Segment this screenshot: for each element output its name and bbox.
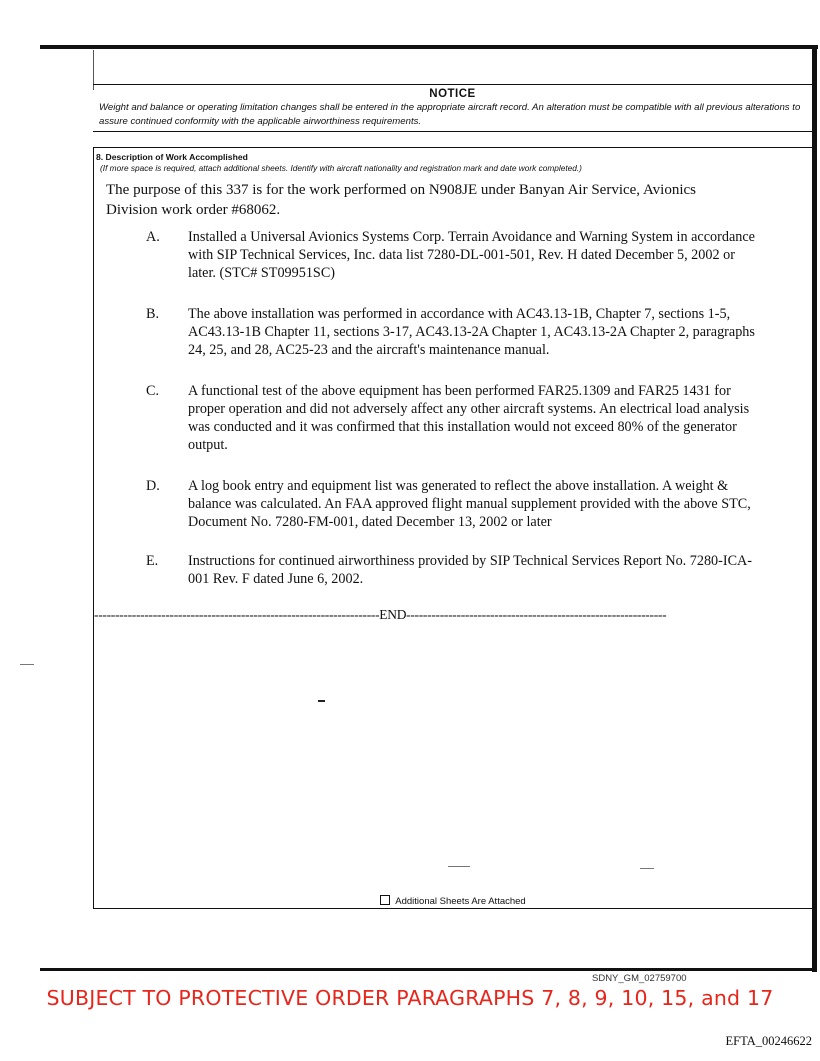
top-border-rule <box>40 45 818 49</box>
bottom-border-rule <box>40 968 816 971</box>
bates-number: SDNY_GM_02759700 <box>592 973 687 984</box>
section-instructions: (If more space is required, attach additional sheets. Identify with aircraft nationality and registration mark and date work completed.) <box>100 163 582 173</box>
notice-box <box>93 84 812 132</box>
end-marker: --------------------------------------------------------------------END-------------------------------------------------------------- <box>94 607 667 622</box>
item-text: A log book entry and equipment list was generated to reflect the above installation. A weight & balance was calculated. An FAA approved flight manual supplement provided with the above STC, Document No. 7280-FM-001, dated December 13, 2002 or later <box>188 478 751 530</box>
scan-speck <box>20 664 34 665</box>
item-text: The above installation was performed in accordance with AC43.13-1B, Chapter 7, sections 1-5, AC43.13-1B Chapter 11, sections 3-17, AC43.13-2A Chapter 1, AC43.13-2A Chapter 2, paragraphs 24, 25, and 28, AC25-23 and the aircraft's maintenance manual. <box>188 306 755 358</box>
intro-paragraph: The purpose of this 337 is for the work performed on N908JE under Banyan Air Service, Avionics Division work order #68062. <box>106 182 697 218</box>
scan-speck <box>640 868 654 869</box>
notice-text: Weight and balance or operating limitation changes shall be entered in the appropriate aircraft record. An alteration must be compatible with all previous alterations to assure continued conformity with the applicable airworthiness requirements. <box>99 102 801 127</box>
additional-sheets-option[interactable] <box>94 895 812 907</box>
item-letter: B. <box>146 306 160 322</box>
item-letter: D. <box>146 478 160 494</box>
scan-speck <box>448 866 470 867</box>
work-description-box <box>93 147 812 909</box>
protective-order-banner: SUBJECT TO PROTECTIVE ORDER PARAGRAPHS 7, 8, 9, 10, 15, and 17 <box>46 986 774 1010</box>
notice-title: NOTICE <box>429 88 476 100</box>
item-text: A functional test of the above equipment has been performed FAR25.1309 and FAR25 1431 for proper operation and did not adversely affect any other aircraft systems. An electrical load analysis was conducted and it was confirmed that this installation would not exceed 80% of the generator output. <box>188 383 750 453</box>
scan-speck <box>318 700 325 702</box>
item-letter: C. <box>146 383 160 399</box>
additional-sheets-label: Additional Sheets Are Attached <box>395 896 526 907</box>
item-letter: E. <box>146 553 159 569</box>
item-text: Instructions for continued airworthiness provided by SIP Technical Services Report No. 7280-ICA-001 Rev. F dated June 6, 2002. <box>188 553 753 587</box>
section-title: 8. Description of Work Accomplished <box>96 152 248 162</box>
item-text: Installed a Universal Avionics Systems Corp. Terrain Avoidance and Warning System in accordance with SIP Technical Services, Inc. data list 7280-DL-001-501, Rev. H dated December 5, 2002 or later. (STC# ST09951SC) <box>188 229 755 281</box>
additional-sheets-checkbox[interactable] <box>380 895 390 905</box>
efta-identifier: EFTA_00246622 <box>725 1034 812 1048</box>
item-letter: A. <box>146 229 160 245</box>
right-border-rule <box>812 46 817 972</box>
